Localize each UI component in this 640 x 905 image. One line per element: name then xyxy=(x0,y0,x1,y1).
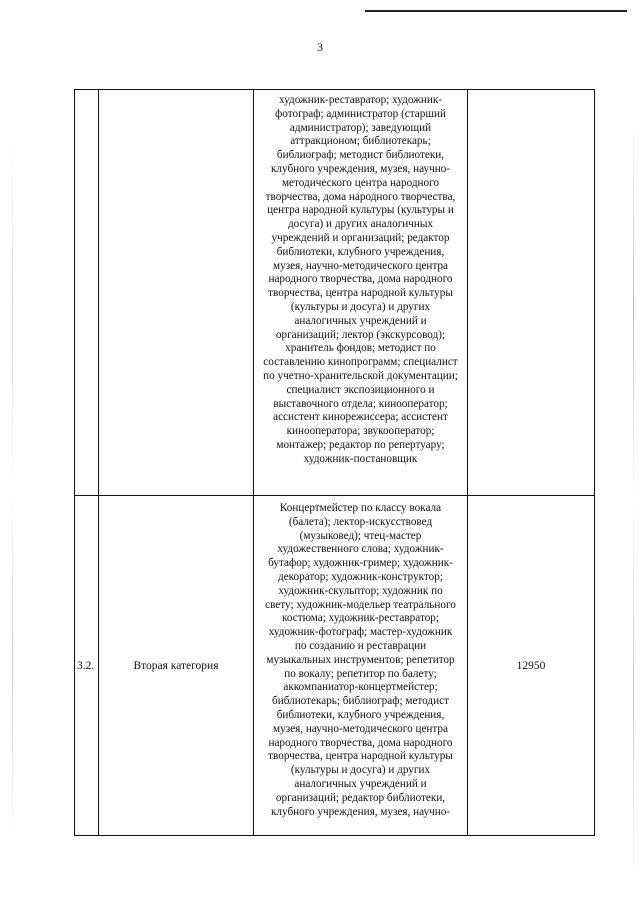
salary-cell xyxy=(468,496,595,836)
professions-text xyxy=(254,496,467,819)
top-rule xyxy=(365,10,627,12)
profession-line: администратор); заведующий xyxy=(289,121,432,134)
scan-edge-left xyxy=(12,140,13,840)
profession-line: художник-фотограф; мастер-художник xyxy=(268,626,453,639)
profession-line: народного творчества, дома народного xyxy=(268,273,453,286)
profession-line: клубного учреждения, музея, научно- xyxy=(270,805,451,818)
profession-line: аналогичных учреждений и xyxy=(294,777,427,790)
profession-line: фотограф; администратор (старший xyxy=(275,107,446,120)
professions-cell xyxy=(254,90,468,496)
profession-line: организаций; редактор библиотеки, xyxy=(275,791,446,804)
profession-line: библиотекарь; библиограф; методист xyxy=(272,695,449,708)
profession-line: по созданию и реставрации xyxy=(294,639,427,652)
profession-line: организаций; лектор (экскурсовод); xyxy=(275,328,446,341)
profession-line: по вокалу; репетитор по балету; xyxy=(284,667,437,680)
profession-line: по учетно-хранительской документации; xyxy=(263,369,458,382)
profession-line: (балета); лектор-искусствовед xyxy=(288,515,433,528)
row-number-cell xyxy=(75,90,99,496)
profession-line: библиотеки, клубного учреждения, xyxy=(276,708,445,721)
profession-line: творчества, дома народного творчества, xyxy=(265,190,456,203)
category-cell xyxy=(99,90,254,496)
profession-line: творчества, центра народной культуры xyxy=(268,750,453,763)
profession-line: монтажер; редактор по репертуару; xyxy=(276,438,445,451)
professions-text xyxy=(254,90,467,467)
page-number: 3 xyxy=(317,40,323,54)
profession-line: выставочного отдела; кинооператор; xyxy=(273,397,448,410)
profession-line: досуга) и других аналогичных xyxy=(287,218,434,231)
profession-line: ассистент кинорежиссера; ассистент xyxy=(273,411,448,424)
profession-line: учреждений и организаций; редактор xyxy=(271,231,450,244)
profession-line: творчества, центра народной культуры xyxy=(268,287,453,300)
table-row xyxy=(75,90,595,496)
profession-line: свету; художник-модельер театрального xyxy=(265,598,456,611)
profession-line: музыкальных инструментов; репетитор xyxy=(266,653,455,666)
profession-line: специалист экспозиционного и xyxy=(286,383,435,396)
row-number: 3.2. xyxy=(77,659,95,672)
profession-line: аналогичных учреждений и xyxy=(294,314,427,327)
category-cell xyxy=(99,496,254,836)
professions-cell xyxy=(254,496,468,836)
profession-line: художник-постановщик xyxy=(303,452,418,465)
profession-line: хранитель фондов; методист по xyxy=(285,342,436,355)
profession-line: аттракционом; библиотекарь; xyxy=(290,135,431,148)
profession-line: (музыковед); чтец-мастер xyxy=(299,529,422,542)
profession-line: (культуры и досуга) и других xyxy=(290,764,431,777)
salary-table xyxy=(74,89,595,836)
profession-line: художественного слова; художник- xyxy=(277,543,444,556)
profession-line: музея, научно-методического центра xyxy=(273,259,448,272)
profession-line: библиотеки, клубного учреждения, xyxy=(276,245,445,258)
profession-line: художник-реставратор; художник- xyxy=(278,94,443,106)
scan-edge-right xyxy=(633,120,634,880)
profession-line: Концертмейстер по классу вокала xyxy=(279,502,442,514)
profession-line: бутафор; художник-гример; художник- xyxy=(268,557,453,570)
profession-line: методического центра народного xyxy=(281,176,440,189)
profession-line: художник-скульптор; художник по xyxy=(278,584,443,597)
profession-line: аккомпаниатор-концертмейстер; xyxy=(283,681,438,694)
salary-cell xyxy=(468,90,595,496)
profession-line: клубного учреждения, музея, научно- xyxy=(270,162,451,175)
profession-line: библиограф; методист библиотеки, xyxy=(276,149,445,162)
table-row xyxy=(75,496,595,836)
profession-line: (культуры и досуга) и других xyxy=(290,300,431,313)
profession-line: кинооператора; звукооператор; xyxy=(286,425,435,438)
profession-line: составлению кинопрограмм; специалист xyxy=(263,356,458,369)
profession-line: народного творчества, дома народного xyxy=(268,736,453,749)
profession-line: музея, научно-методического центра xyxy=(273,722,448,735)
salary-value: 12950 xyxy=(516,659,546,672)
profession-line: центра народной культуры (культуры и xyxy=(267,204,454,217)
profession-line: костюма; художник-реставратор; xyxy=(282,612,439,625)
row-number-cell xyxy=(75,496,99,836)
profession-line: декоратор; художник-конструктор; xyxy=(278,570,443,583)
category-label: Вторая категория xyxy=(133,659,219,672)
